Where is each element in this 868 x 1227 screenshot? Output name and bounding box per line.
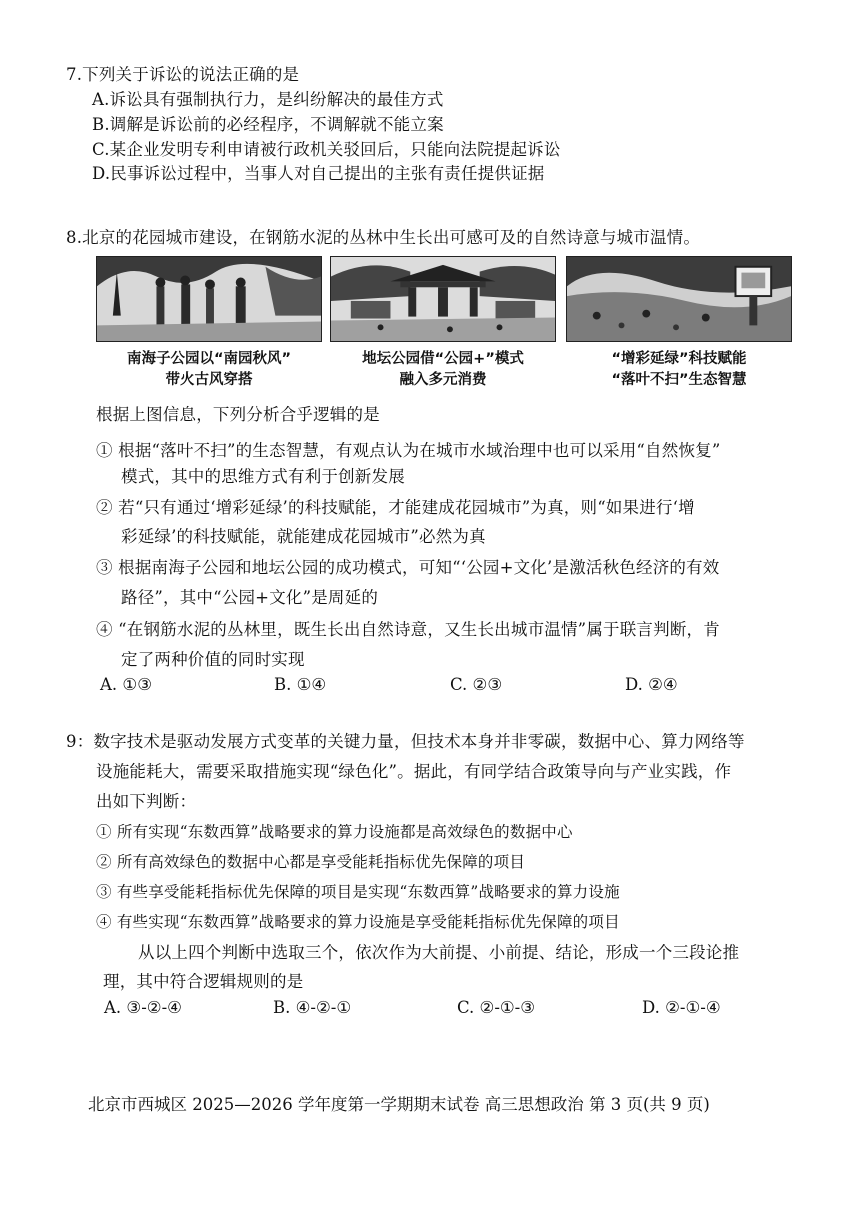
- option-a: A.诉讼具有强制执行力，是纠纷解决的最佳方式: [92, 90, 444, 109]
- caption-1-line-2: 带火古风穿搭: [165, 372, 253, 388]
- choice-a: A. ③-②-④: [104, 998, 182, 1017]
- caption-2-line-2: 融入多元消费: [399, 372, 487, 388]
- statement-1-cont: 模式，其中的思维方式有利于创新发展: [121, 467, 405, 486]
- choice-d: D. ②④: [625, 675, 678, 694]
- choice-c: C. ②③: [450, 675, 503, 694]
- statement-3: ③ 根据南海子公园和地坛公园的成功模式，可知“‘公园+文化’是激活秋色经济的有效: [96, 558, 720, 577]
- question-9-stem-1: 9：数字技术是驱动发展方式变革的关键力量，但技术本身并非零碳，数据中心、算力网络等: [66, 732, 745, 751]
- choice-b: B. ①④: [274, 675, 327, 694]
- caption-3-line-1: “增彩延绿”科技赋能: [611, 351, 747, 367]
- question-9-instruction-2: 理，其中符合逻辑规则的是: [103, 972, 304, 991]
- question-8-prompt: 根据上图信息，下列分析合乎逻辑的是: [96, 405, 380, 424]
- caption-2-line-1: 地坛公园借“公园+”模式: [362, 351, 524, 367]
- judgment-2: ② 所有高效绿色的数据中心都是享受能耗指标优先保障的项目: [96, 853, 526, 871]
- question-9-stem-2: 设施能耗大，需要采取措施实现“绿色化”。据此，有同学结合政策导向与产业实践，作: [96, 762, 732, 781]
- option-d: D.民事诉讼过程中，当事人对自己提出的主张有责任提供证据: [92, 164, 545, 183]
- question-9-instruction-1: 从以上四个判断中选取三个，依次作为大前提、小前提、结论，形成一个三段论推: [138, 943, 740, 962]
- option-b: B.调解是诉讼前的必经程序，不调解就不能立案: [92, 115, 444, 134]
- caption-2: [330, 349, 556, 391]
- judgment-1: ① 所有实现“东数西算”战略要求的算力设施都是高效绿色的数据中心: [96, 823, 573, 841]
- caption-3: [566, 349, 792, 391]
- caption-1-line-1: 南海子公园以“南园秋风”: [126, 351, 292, 367]
- question-8-stem: 8.北京的花园城市建设，在钢筋水泥的丛林中生长出可感可及的自然诗意与城市温情。: [66, 228, 701, 247]
- page-footer: 北京市西城区 2025—2026 学年度第一学期期末试卷 高三思想政治 第 3 页(共 9 页): [88, 1095, 710, 1114]
- choice-d: D. ②-①-④: [642, 998, 721, 1017]
- judgment-3: ③ 有些享受能耗指标优先保障的项目是实现“东数西算”战略要求的算力设施: [96, 883, 620, 901]
- statement-4-cont: 定了两种价值的同时实现: [121, 650, 305, 669]
- choice-a: A. ①③: [100, 675, 152, 694]
- question-7-stem: 7.下列关于诉讼的说法正确的是: [66, 65, 300, 84]
- leaves-kiosk-photo: [566, 256, 792, 342]
- park-people-photo: [96, 256, 322, 342]
- judgment-4: ④ 有些实现“东数西算”战略要求的算力设施是享受能耗指标优先保障的项目: [96, 913, 620, 931]
- question-9-stem-3: 出如下判断：: [96, 792, 197, 811]
- statement-2: ② 若“只有通过‘增彩延绿’的科技赋能，才能建成花园城市”为真，则“如果进行‘增: [96, 498, 695, 517]
- choice-c: C. ②-①-③: [457, 998, 536, 1017]
- temple-gate-photo: [330, 256, 556, 342]
- image-strip: [96, 256, 796, 396]
- statement-1: ① 根据“落叶不扫”的生态智慧，有观点认为在城市水域治理中也可以采用“自然恢复”: [96, 441, 721, 460]
- caption-3-line-2: “落叶不扫”生态智慧: [611, 372, 747, 388]
- caption-1: [96, 349, 322, 391]
- statement-2-cont: 彩延绿’的科技赋能，就能建成花园城市”必然为真: [121, 527, 486, 546]
- choice-b: B. ④-②-①: [273, 998, 352, 1017]
- option-c: C.某企业发明专利申请被行政机关驳回后，只能向法院提起诉讼: [92, 140, 561, 159]
- statement-4: ④ “在钢筋水泥的丛林里，既生长出自然诗意，又生长出城市温情”属于联言判断，肯: [96, 620, 720, 639]
- statement-3-cont: 路径”，其中“公园+文化”是周延的: [121, 588, 379, 607]
